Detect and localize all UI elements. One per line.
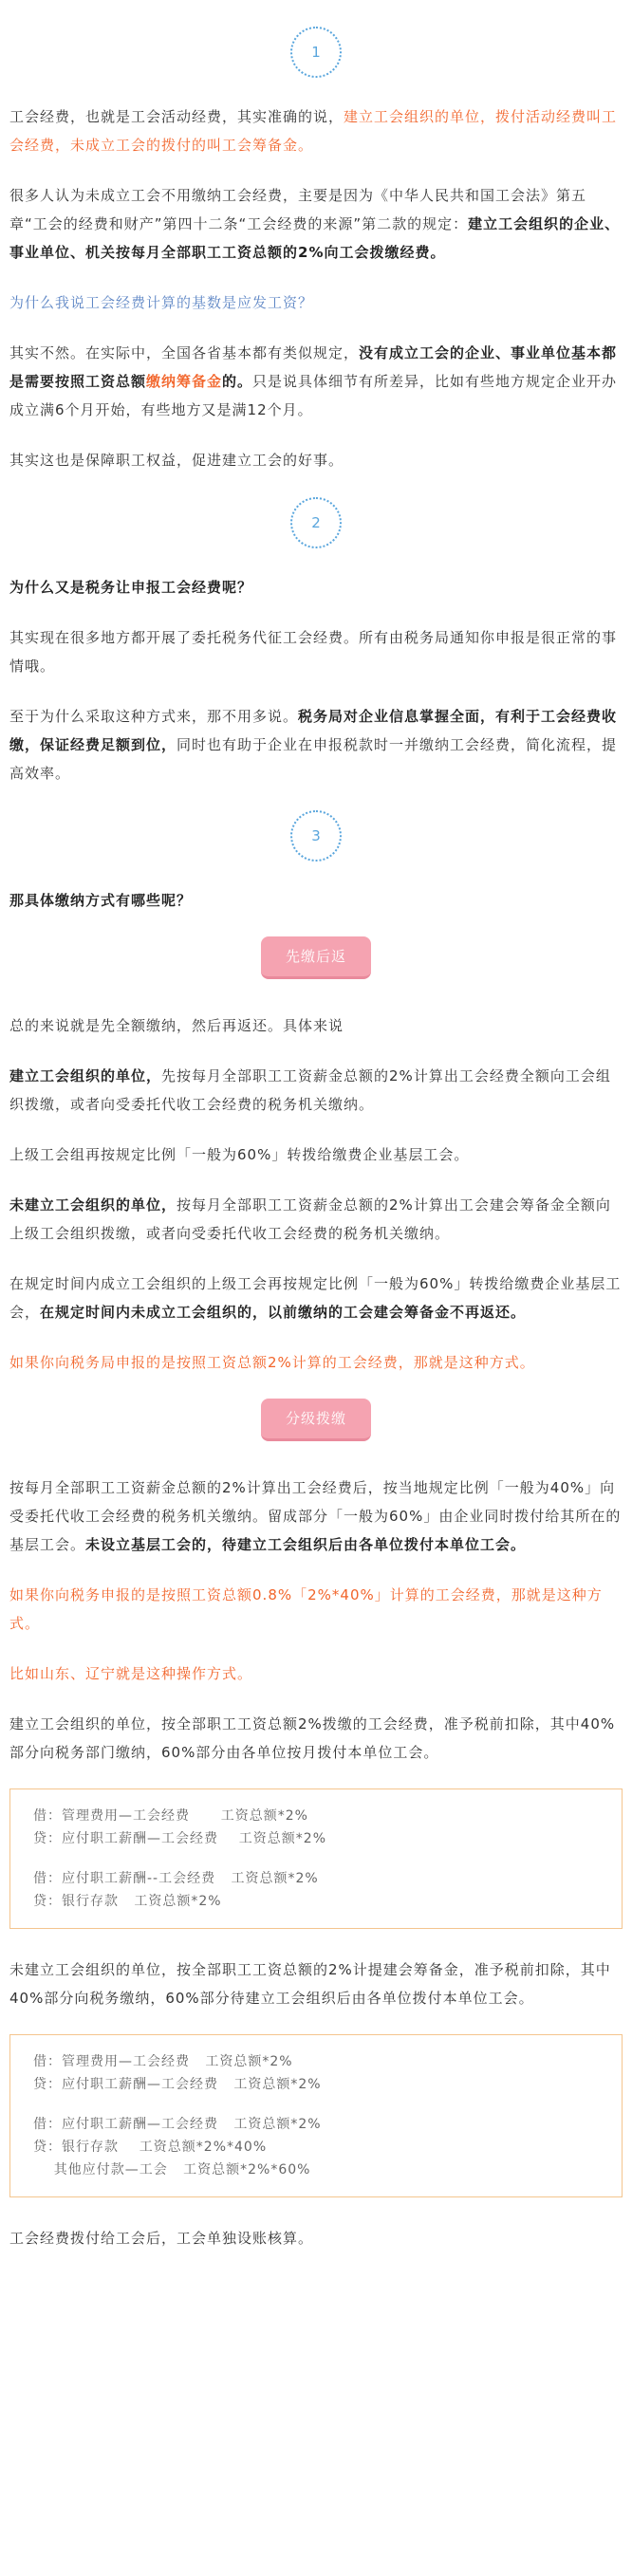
paragraph: 未建立工会组织的单位，按每月全部职工工资薪金总额的2%计算出工会建会筹备金全额向上级工会组织拨缴，或者向受委托代收工会经费的税务机关缴纳。 <box>9 1196 611 1242</box>
journal-entry-box <box>9 2034 623 2197</box>
paragraph: 其实现在很多地方都开展了委托税务代征工会经费。所有由税务局通知你申报是很正常的事情哦。 <box>9 629 618 675</box>
paragraph: 至于为什么采取这种方式来，那不用多说。税务局对企业信息掌握全面，有利于工会经费收缴，保证经费足额到位，同时也有助于企业在申报税款时一并缴纳工会经费，简化流程，提高效率。 <box>9 708 618 782</box>
section-number: 2 <box>311 514 321 531</box>
journal-entry-box <box>9 1788 623 1929</box>
section-number-badge <box>290 27 342 78</box>
paragraph: 其实这也是保障职工权益，促进建立工会的好事。 <box>9 452 344 469</box>
journal-line: 贷：应付职工薪酬—工会经费 工资总额*2% <box>33 1831 327 1846</box>
paragraph: 按每月全部职工工资薪金总额的2%计算出工会经费后，按当地规定比例「一般为40%」向受委托代收工会经费的税务机关缴纳。留成部分「一般为60%」由企业同时拨付给其所在的基层工会。未设立基层工会的，待建立工会组织后由各单位拨付本单位工会。 <box>9 1479 622 1553</box>
highlight-text: 缴纳筹备金 <box>146 373 223 390</box>
journal-line: 借：应付职工薪酬--工会经费 工资总额*2% <box>33 1871 319 1886</box>
paragraph: 其实不然。在实际中，全国各省基本都有类似规定，没有成立工会的企业、事业单位基本都是需要按照工资总额缴纳筹备金的。只是说具体细节有所差异，比如有些地方规定企业开办成立满6个月开始，有些地方又是满12个月。 <box>9 344 618 418</box>
highlight-paragraph: 如果你向税务申报的是按照工资总额0.8%「2%*40%」计算的工会经费，那就是这种方式。 <box>9 1586 603 1632</box>
paragraph: 上级工会组再按规定比例「一般为60%」转拨给缴费企业基层工会。 <box>9 1146 470 1163</box>
section-number: 1 <box>311 44 321 61</box>
paragraph: 在规定时间内成立工会组织的上级工会再按规定比例「一般为60%」转拨给缴费企业基层工会，在规定时间内未成立工会组织的，以前缴纳的工会建会筹备金不再返还。 <box>9 1275 622 1321</box>
journal-line: 贷：银行存款 工资总额*2% <box>33 1894 222 1909</box>
journal-line: 其他应付款—工会 工资总额*2%*60% <box>33 2162 311 2178</box>
paragraph: 工会经费，也就是工会活动经费，其实准确的说，建立工会组织的单位，拨付活动经费叫工会经费，未成立工会的拨付的叫工会筹备金。 <box>9 108 618 154</box>
method-label-wrap <box>9 1399 623 1441</box>
paragraph: 未建立工会组织的单位，按全部职工工资总额的2%计提建会筹备金，准予税前扣除，其中40%部分向税务缴纳，60%部分待建立工会组织后由各单位拨付本单位工会。 <box>9 1961 611 2007</box>
section-heading: 为什么又是税务让申报工会经费呢？ <box>9 579 253 596</box>
article-content <box>0 27 632 2252</box>
question-line: 为什么我说工会经费计算的基数是应发工资？ <box>9 294 314 311</box>
section-number-badge <box>290 497 342 548</box>
method-label-pill: 先缴后返 <box>261 936 371 979</box>
section-number-badge <box>290 810 342 862</box>
journal-line: 贷：银行存款 工资总额*2%*40% <box>33 2140 268 2155</box>
paragraph: 工会经费拨付给工会后，工会单独设账核算。 <box>9 2230 314 2247</box>
bold-text: 建立工会组织的企业、事业单位、机关按每月全部职工工资总额的2%向工会拨缴经费。 <box>9 215 621 261</box>
method-label-wrap <box>9 936 623 979</box>
section-heading: 那具体缴纳方式有哪些呢？ <box>9 892 193 909</box>
journal-line: 借：管理费用—工会经费 工资总额*2% <box>33 2054 293 2069</box>
paragraph: 总的来说就是先全额缴纳，然后再返还。具体来说 <box>9 1017 344 1034</box>
journal-line: 借：管理费用—工会经费 工资总额*2% <box>33 1808 308 1824</box>
journal-line: 贷：应付职工薪酬—工会经费 工资总额*2% <box>33 2077 322 2092</box>
paragraph: 很多人认为未成立工会不用缴纳工会经费，主要是因为《中华人民共和国工会法》第五章“工会的经费和财产”第四十二条“工会经费的来源”第二款的规定：建立工会组织的企业、事业单位、机关按每月全部职工工资总额的2%向工会拨缴经费。 <box>9 187 621 261</box>
method-label-pill: 分级拨缴 <box>261 1399 371 1441</box>
paragraph: 建立工会组织的单位，按全部职工工资总额2%拨缴的工会经费，准予税前扣除，其中40%部分向税务部门缴纳，60%部分由各单位按月拨付本单位工会。 <box>9 1715 616 1761</box>
journal-line: 借：应付职工薪酬—工会经费 工资总额*2% <box>33 2117 322 2132</box>
section-number: 3 <box>311 827 321 844</box>
highlight-paragraph: 比如山东、辽宁就是这种操作方式。 <box>9 1665 253 1682</box>
paragraph: 建立工会组织的单位，先按每月全部职工工资薪金总额的2%计算出工会经费全额向工会组织拨缴，或者向受委托代收工会经费的税务机关缴纳。 <box>9 1067 611 1113</box>
highlight-paragraph: 如果你向税务局申报的是按照工资总额2%计算的工会经费，那就是这种方式。 <box>9 1354 535 1371</box>
highlight-text: 建立工会组织的单位，拨付活动经费叫工会经费，未成立工会的拨付的叫工会筹备金。 <box>9 108 618 154</box>
